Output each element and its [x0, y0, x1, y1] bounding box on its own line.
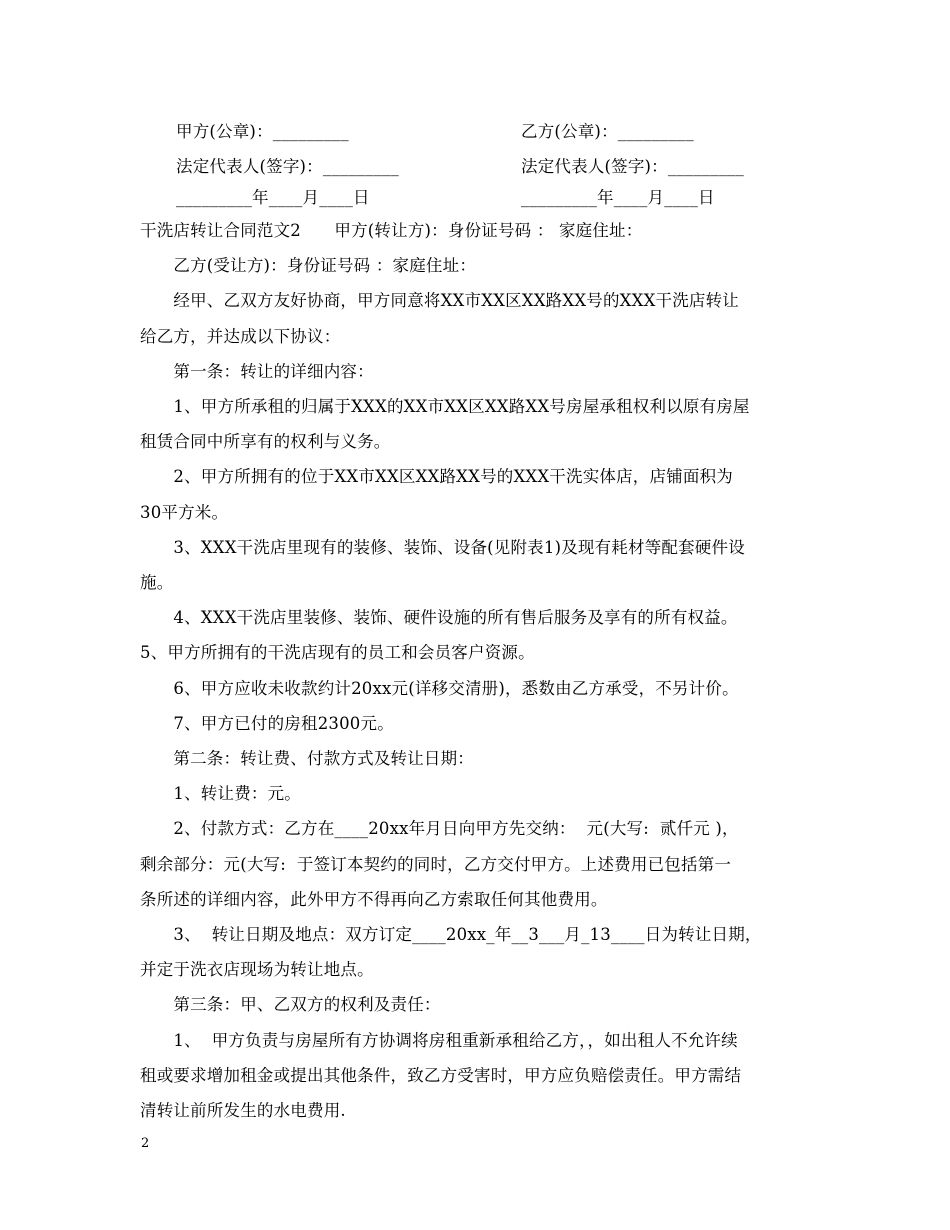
party-b-date-line: _________年____月____日 [521, 188, 715, 207]
body-line: 2、甲方所拥有的位于XX市XX区XX路XX号的XXX干洗实体店，店铺面积为 [140, 467, 734, 486]
body-line: 并定于洗衣店现场为转让地点。 [140, 960, 374, 979]
body-line: 7、甲方已付的房租2300元。 [140, 714, 394, 733]
body-line: 经甲、乙双方友好协商，甲方同意将XX市XX区XX路XX号的XXX干洗店转让 [140, 291, 740, 310]
body-line: 4、XXX干洗店里装修、装饰、硬件设施的所有售后服务及享有的所有权益。 [140, 608, 738, 627]
body-line: 3、 转让日期及地点：双方订定____20xx_年__3___月_13____日为转让日期， [140, 925, 762, 944]
body-line: 剩余部分：元(大写: 于签订本契约的同时，乙方交付甲方。上述费用已包括第一 [140, 855, 732, 874]
body-line: 第三条：甲、乙双方的权利及责任： [140, 995, 441, 1014]
body-line: 租或要求增加租金或提出其他条件，致乙方受害时，甲方应负赔偿责任。甲方需结 [140, 1066, 742, 1085]
party-a-seal-line: 甲方(公章)：_________ [176, 122, 349, 141]
body-line: 5、甲方所拥有的干洗店现有的员工和会员客户资源。 [140, 643, 535, 662]
body-line: 1、转让费：元。 [140, 784, 301, 803]
body-line: 乙方(受让方)：身份证号码 ：家庭住址： [140, 256, 477, 275]
body-line: 3、XXX干洗店里现有的装修、装饰、设备(见附表1)及现有耗材等配套硬件设 [140, 538, 745, 557]
page-number: 2 [141, 1136, 150, 1151]
body-line: 第二条：转让费、付款方式及转让日期： [140, 749, 474, 768]
body-line: 30平方米。 [140, 503, 229, 522]
body-line: 干洗店转让合同范文2 甲方(转让方)：身份证号码 ： 家庭住址： [140, 221, 643, 240]
party-a-representative-line: 法定代表人(签字)：_________ [176, 157, 399, 176]
body-line: 施。 [140, 573, 174, 592]
body-line: 1、甲方所承租的归属于XXX的XX市XX区XX路XX号房屋承租权利以原有房屋 [140, 397, 750, 416]
body-line: 1、 甲方负责与房屋所有方协调将房租重新承租给乙方，，如出租人不允许续 [140, 1031, 738, 1050]
party-b-seal-line: 乙方(公章)：_________ [521, 122, 694, 141]
body-line: 清转让前所发生的水电费用. [140, 1101, 346, 1120]
body-line: 租赁合同中所享有的权利与义务。 [140, 432, 391, 451]
body-line: 6、甲方应收未收款约计20xx元(详移交清册)，悉数由乙方承受，不另计价。 [140, 679, 739, 698]
body-line: 条所述的详细内容，此外甲方不得再向乙方索取任何其他费用。 [140, 890, 608, 909]
body-line: 给乙方，并达成以下协议： [140, 327, 341, 346]
body-line: 第一条：转让的详细内容： [140, 362, 374, 381]
body-line: 2、付款方式：乙方在____20xx年月日向甲方先交纳： 元(大写: 贰仟元 )， [140, 819, 739, 838]
party-a-date-line: _________年____月____日 [176, 188, 370, 207]
party-b-representative-line: 法定代表人(签字)：_________ [521, 157, 744, 176]
